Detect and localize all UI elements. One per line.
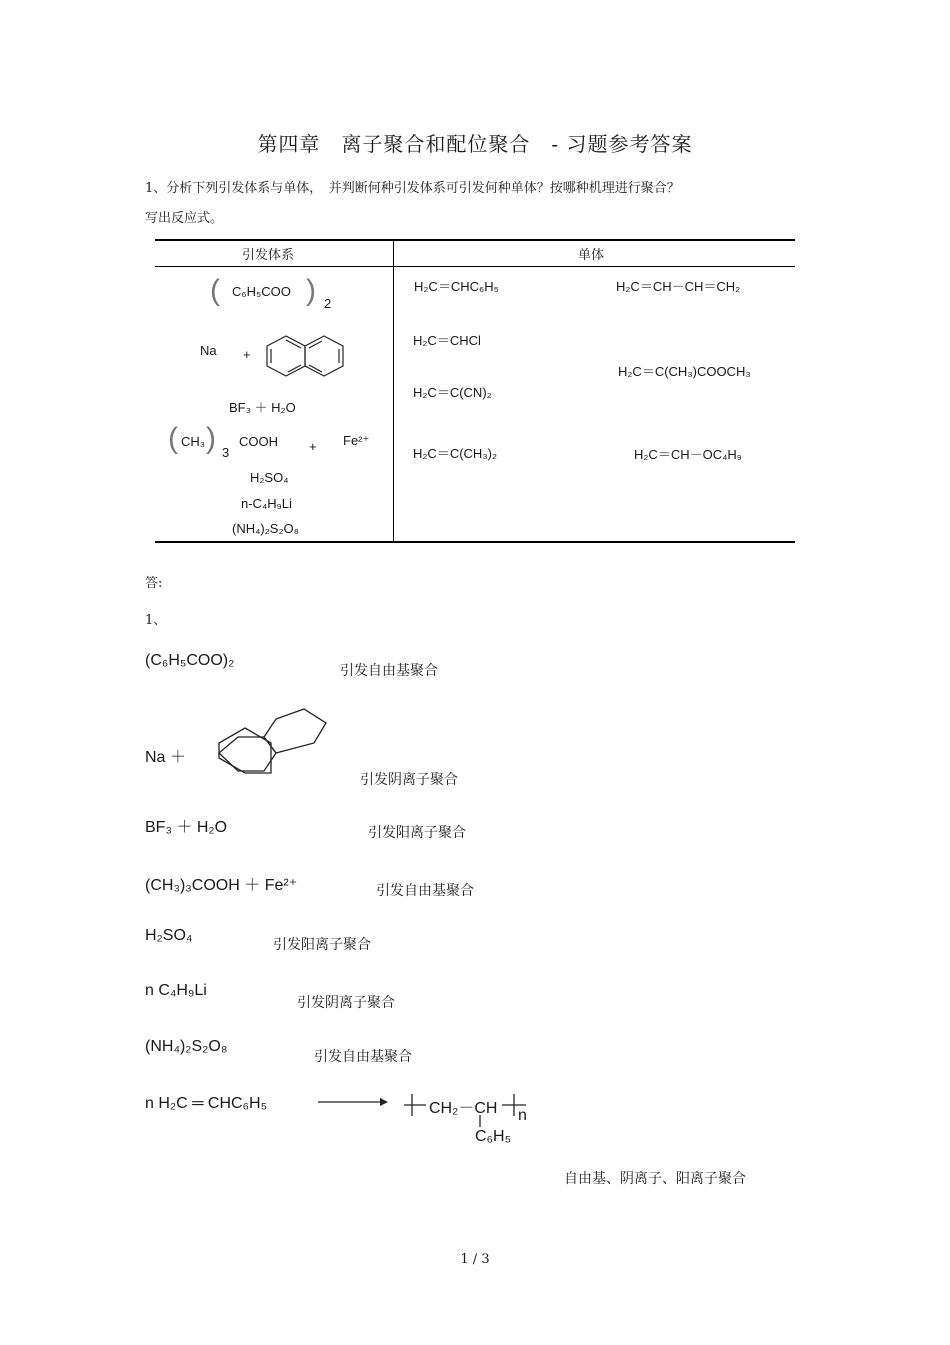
monomer-butadiene: H₂C＝CH－CH＝CH₂ (616, 279, 741, 294)
answer-formula-bpo: (C₆H₅COO)₂ (145, 652, 235, 669)
answer-result-persulfate: 引发自由基聚合 (314, 1049, 412, 1065)
answer-formula-bf3: BF₃ ＋ H₂O (145, 819, 228, 836)
initiator-cumene-plus: + (309, 439, 317, 454)
naphthalene-structure (262, 330, 350, 380)
question-line-1: 1、分析下列引发体系与单体， 并判断何种引发体系可引发何种单体？按哪种机理进行聚合？ (145, 181, 680, 196)
initiator-buli: n-C₄H₉Li (241, 496, 292, 511)
answer-result-cumene: 引发自由基聚合 (376, 883, 474, 899)
initiator-h2so4: H₂SO₄ (250, 470, 289, 485)
answer-formula-cumene: (CH₃)₃COOH ＋ Fe²⁺ (145, 877, 298, 894)
answer-result-h2so4: 引发阳离子聚合 (273, 937, 371, 953)
reaction-reactant: n H₂C ═ CHC₆H₅ (145, 1095, 268, 1112)
monomer-isobutylene: H₂C＝C(CH₃)₂ (413, 446, 497, 461)
initiator-bf3-h2o: BF₃ ＋ H₂O (229, 400, 296, 415)
page-number: 1 / 3 (460, 1252, 490, 1267)
page-title: 第四章 离子聚合和配位聚合 - 习题参考答案 (257, 132, 693, 156)
question-line-2: 写出反应式。 (145, 211, 224, 226)
initiator-cumene-ch3: CH₃ (181, 434, 206, 449)
reaction-arrow-icon (318, 1094, 388, 1110)
initiator-bpo-subscript: 2 (324, 296, 332, 311)
answer-formula-buli: n C₄H₉Li (145, 982, 207, 999)
initiator-na-plus: + (243, 347, 251, 362)
monomer-vinylidene-cyanide: H₂C＝C(CN)₂ (413, 385, 492, 400)
answer-formula-persulfate: (NH₄)₂S₂O₈ (145, 1038, 228, 1055)
reaction-product-backbone: CH₂－CH (429, 1100, 498, 1117)
reaction-mechanism: 自由基、阴离子、阳离子聚合 (564, 1171, 746, 1187)
naphthalene-structure-large (214, 703, 332, 777)
answer-formula-na: Na ＋ (145, 749, 186, 766)
monomer-styrene: H₂C＝CHC₆H₅ (414, 279, 499, 294)
initiator-fe: Fe²⁺ (343, 433, 370, 448)
reaction-product-substituent: C₆H₅ (475, 1128, 512, 1145)
answer-formula-h2so4: H₂SO₄ (145, 927, 193, 944)
answer-label: 答: (145, 576, 163, 591)
initiator-persulfate: (NH₄)₂S₂O₈ (232, 521, 300, 536)
initiator-na: Na (200, 343, 217, 358)
monomer-vinyl-chloride: H₂C＝CHCl (413, 333, 481, 348)
initiator-cumene-sub: 3 (222, 445, 230, 460)
monomer-mma: H₂C＝C(CH₃)COOCH₃ (618, 364, 751, 379)
monomer-vinyl-ether: H₂C＝CH－OC₄H₉ (634, 447, 742, 462)
paren-left: ( (210, 274, 220, 307)
col-header-monomer: 单体 (578, 248, 605, 263)
paren-right-2: ) (206, 422, 216, 455)
initiator-bpo: C₆H₅COO (232, 284, 291, 299)
answer-number: 1、 (145, 613, 167, 628)
paren-right: ) (306, 274, 316, 307)
answer-result-na: 引发阴离子聚合 (360, 772, 458, 788)
col-header-initiator: 引发体系 (242, 248, 295, 263)
answer-result-buli: 引发阴离子聚合 (297, 995, 395, 1011)
paren-left-2: ( (168, 422, 178, 455)
initiator-cumene-cooh: COOH (239, 434, 278, 449)
answer-result-bpo: 引发自由基聚合 (340, 663, 438, 679)
answer-result-bf3: 引发阳离子聚合 (368, 825, 466, 841)
reaction-product-n: n (518, 1107, 527, 1124)
